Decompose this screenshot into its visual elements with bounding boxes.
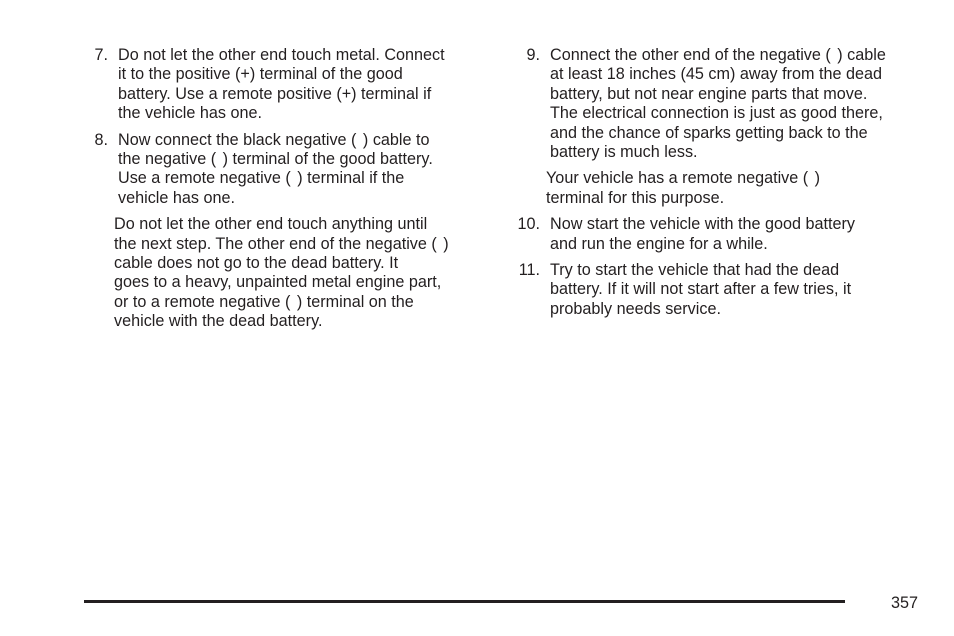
text-line: battery. If it will not start after a few tries, it (550, 280, 852, 299)
step-text (118, 46, 495, 124)
step-9-note (512, 169, 922, 208)
text-line: Connect the other end of the negative ( ) cable (550, 46, 886, 64)
step-number: 7. (94, 46, 108, 64)
step-8 (90, 131, 495, 209)
step-text (550, 215, 922, 254)
step-8-note (90, 215, 495, 331)
text-line: The electrical connection is just as good there, (550, 104, 883, 123)
text-line: at least 18 inches (45 cm) away from the dead (550, 65, 883, 84)
step-text (118, 131, 495, 209)
text-line: Use a remote negative ( ) terminal if the (118, 169, 405, 188)
text-line: Your vehicle has a remote negative ( ) (546, 169, 821, 188)
step-number: 8. (94, 130, 108, 149)
text-line: battery is much less. (550, 143, 698, 162)
text-line: Do not let the other end touch anything until (114, 215, 428, 234)
step-11 (512, 261, 922, 319)
step-text (550, 46, 922, 162)
step-7 (90, 46, 495, 124)
left-column (90, 46, 495, 339)
step-10 (512, 215, 922, 254)
page-number: 357 (890, 594, 918, 612)
text-line: probably needs service. (550, 299, 721, 318)
text-line: cable does not go to the dead battery. It (114, 254, 399, 273)
text-line: Now connect the black negative ( ) cable to (118, 130, 430, 149)
text-line: battery, but not near engine parts that move. (550, 84, 868, 103)
text-line: vehicle with the dead battery. (114, 312, 323, 331)
text-line: or to a remote negative ( ) terminal on the (114, 292, 414, 311)
step-number: 10. (517, 215, 540, 234)
right-column (512, 46, 922, 326)
step-number: 9. (526, 46, 540, 64)
text-line: vehicle has one. (118, 188, 235, 207)
text-line: goes to a heavy, unpainted metal engine part, (114, 273, 442, 292)
text-line: battery. Use a remote positive (+) terminal if (118, 84, 432, 103)
text-line: and the chance of sparks getting back to the (550, 123, 868, 142)
text-line: and run the engine for a while. (550, 234, 768, 253)
text-line: the next step. The other end of the negative ( ) (114, 234, 449, 253)
step-text (550, 261, 922, 319)
footer-divider (84, 600, 845, 603)
text-line: terminal for this purpose. (546, 188, 725, 207)
text-line: Do not let the other end touch metal. Connect (118, 46, 445, 64)
text-line: Try to start the vehicle that had the dead (550, 261, 840, 280)
text-line: it to the positive (+) terminal of the good (118, 65, 403, 84)
text-line: the vehicle has one. (118, 104, 262, 123)
text-line: Now start the vehicle with the good battery (550, 215, 856, 234)
text-line: the negative ( ) terminal of the good battery. (118, 150, 433, 169)
step-9 (512, 46, 922, 162)
step-number: 11. (518, 261, 540, 280)
